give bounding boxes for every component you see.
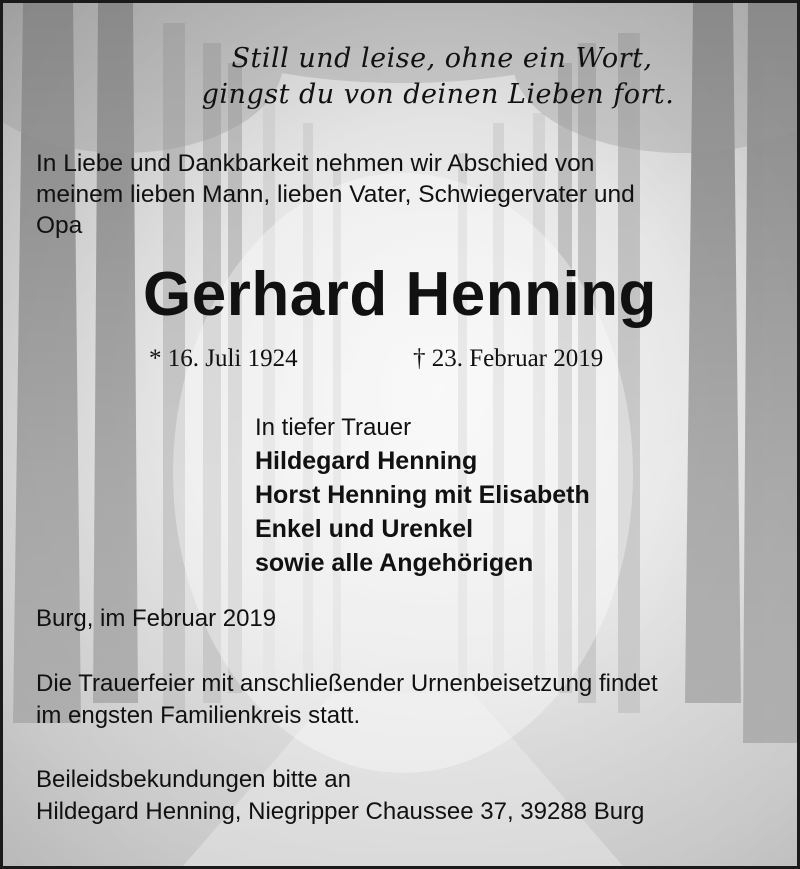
motto-line-2: gingst du von deinen Lieben fort. <box>201 79 675 110</box>
birth-date: * 16. Juli 1924 <box>149 345 298 372</box>
intro-line-3: Opa <box>36 212 83 239</box>
place-date: Burg, im Februar 2019 <box>36 605 277 632</box>
mourners-intro: In tiefer Trauer <box>255 414 412 441</box>
death-date: † 23. Februar 2019 <box>413 345 604 372</box>
mourner-name: Horst Henning mit Elisabeth <box>255 481 590 509</box>
mourner-name: Enkel und Urenkel <box>255 515 474 543</box>
deceased-name: Gerhard Henning <box>143 260 657 329</box>
motto-line-1: Still und leise, ohne ein Wort, <box>231 43 653 74</box>
mourner-name: sowie alle Angehörigen <box>255 549 534 577</box>
notice-content <box>3 3 797 866</box>
intro-line-2: meinem lieben Mann, lieben Vater, Schwiegervater und <box>36 181 635 208</box>
ceremony-line-2: im engsten Familienkreis statt. <box>36 702 361 729</box>
condolences-address: Hildegard Henning, Niegripper Chaussee 37, 39288 Burg <box>36 798 645 825</box>
ceremony-line-1: Die Trauerfeier mit anschließender Urnenbeisetzung findet <box>36 670 658 697</box>
condolences-line-1: Beileidsbekundungen bitte an <box>36 766 351 793</box>
mourner-name: Hildegard Henning <box>255 447 478 475</box>
intro-line-1: In Liebe und Dankbarkeit nehmen wir Abschied von <box>36 150 595 177</box>
